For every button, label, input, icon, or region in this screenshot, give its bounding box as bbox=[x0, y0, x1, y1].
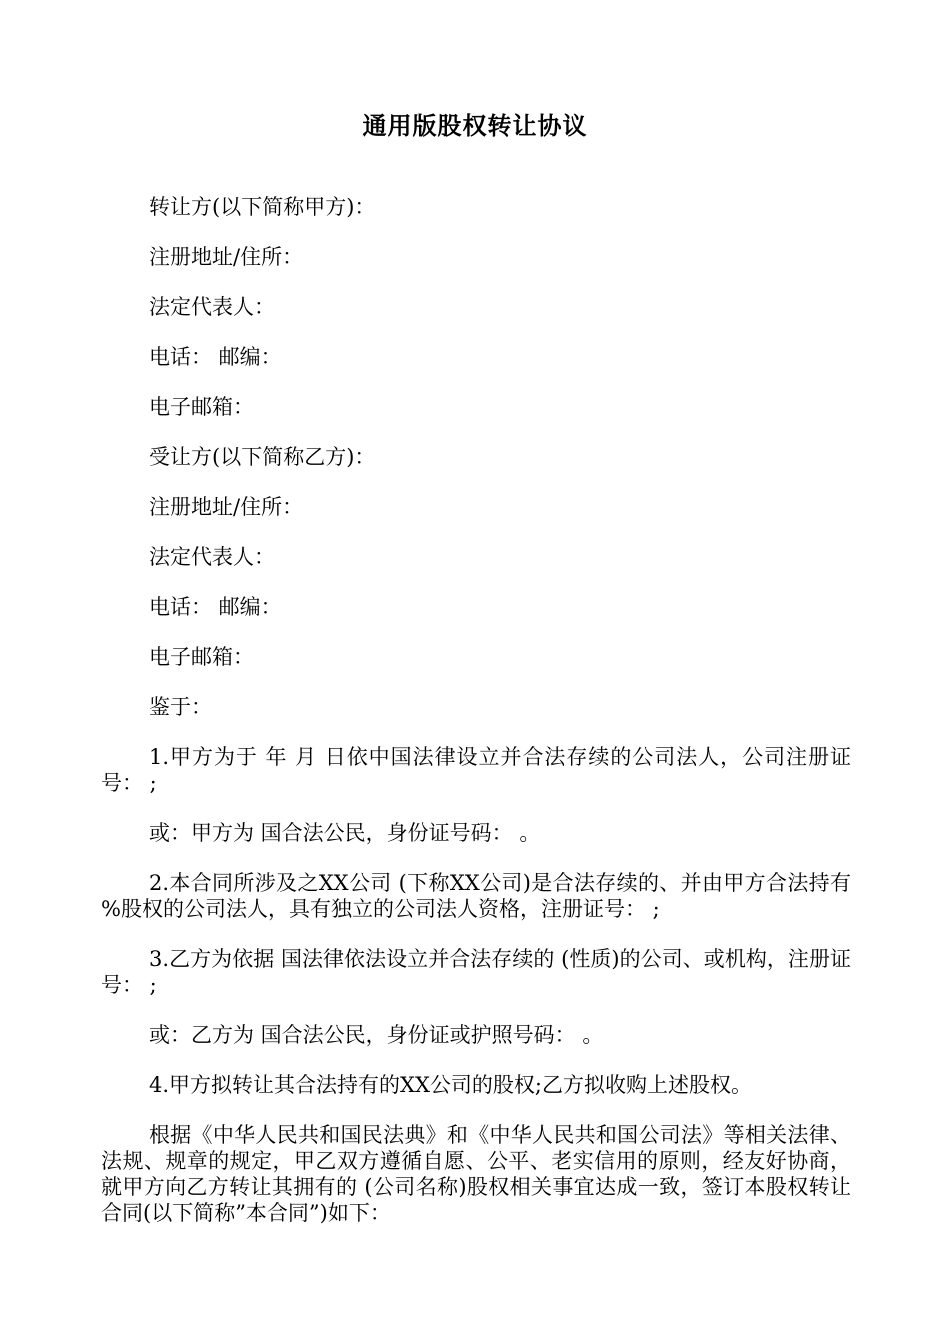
transferor-email: 电子邮箱： bbox=[149, 395, 254, 419]
whereas-clause-3-alt: 或：乙方为 国合法公民，身份证或护照号码： 。 bbox=[149, 1023, 604, 1047]
document-body bbox=[101, 194, 851, 1249]
whereas-heading: 鉴于： bbox=[149, 695, 212, 719]
transferee-phone-postcode: 电话： 邮编： bbox=[149, 595, 282, 619]
transferor-legal-representative: 法定代表人： bbox=[149, 295, 275, 319]
whereas-clause-4: 4.甲方拟转让其合法持有的XX公司的股权;乙方拟收购上述股权。 bbox=[149, 1073, 753, 1097]
transferor-phone-postcode: 电话： 邮编： bbox=[149, 345, 282, 369]
transferee-address: 注册地址/住所： bbox=[149, 495, 304, 519]
whereas-clause-1: 1.甲方为于 年 月 日依中国法律设立并合法存续的公司法人，公司注册证号： ; bbox=[101, 745, 851, 795]
transferee-email: 电子邮箱： bbox=[149, 645, 254, 669]
transferor-address: 注册地址/住所： bbox=[149, 245, 304, 269]
transferee-heading: 受让方(以下简称乙方)： bbox=[149, 445, 376, 469]
agreement-preamble: 根据《中华人民共和国民法典》和《中华人民共和国公司法》等相关法律、法规、规章的规定，甲乙双方遵循自愿、公平、老实信用的原则，经友好协商，就甲方向乙方转让其拥有的 (公司名称)股权相关事宜达成一致，签订本股权转让合同(以下简称”本合同”)如下： bbox=[101, 1123, 851, 1225]
whereas-clause-2: 2.本合同所涉及之XX公司 (下称XX公司)是合法存续的、并由甲方合法持有 %股权的公司法人，具有独立的公司法人资格，注册证号： ; bbox=[101, 871, 851, 921]
transferor-heading: 转让方(以下简称甲方)： bbox=[149, 195, 376, 219]
document-title: 通用版股权转让协议 bbox=[362, 112, 588, 140]
transferee-legal-representative: 法定代表人： bbox=[149, 545, 275, 569]
whereas-clause-3: 3.乙方为依据 国法律依法设立并合法存续的 (性质)的公司、或机构，注册证号： ; bbox=[101, 947, 851, 997]
whereas-clause-1-alt: 或：甲方为 国合法公民，身份证号码： 。 bbox=[149, 821, 541, 845]
